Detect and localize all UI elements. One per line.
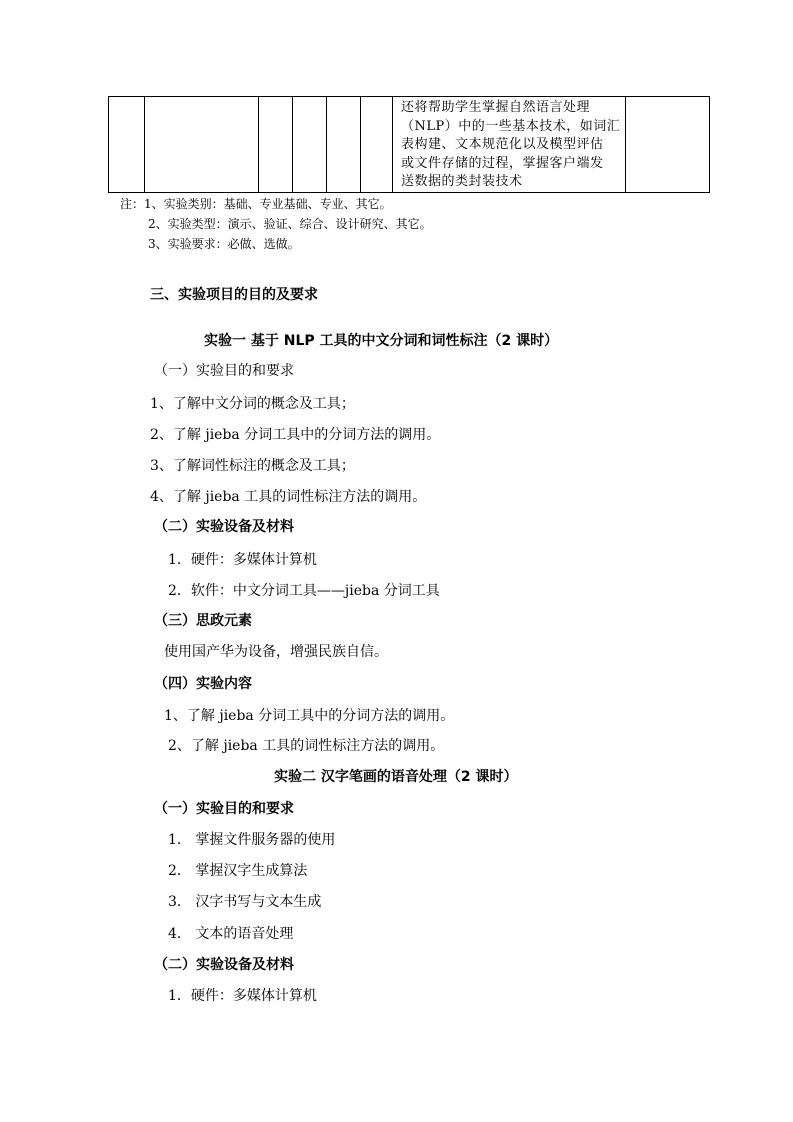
content-line: 表构建、文本规范化以及模型评估	[401, 137, 604, 152]
table-cell-content	[393, 97, 626, 193]
list-item: 1． 掌握文件服务器的使用	[168, 832, 336, 848]
exp1-equipment-heading: （二）实验设备及材料	[154, 519, 294, 535]
list-item: 1、了解中文分词的概念及工具；	[150, 396, 355, 412]
list-item: 2．软件：中文分词工具——jieba 分词工具	[168, 583, 440, 599]
table-cell	[327, 97, 361, 193]
section-heading: 三、实验项目的目的及要求	[150, 287, 318, 303]
table-cell	[109, 97, 145, 193]
list-item: 4． 文本的语音处理	[168, 926, 294, 942]
list-item: 4、了解 jieba 工具的词性标注方法的调用。	[150, 489, 427, 505]
exp1-content-heading: （四）实验内容	[154, 676, 252, 692]
note-line: 3、实验要求：必做、选做。	[148, 237, 300, 251]
table-row	[109, 97, 710, 193]
list-item: 1、了解 jieba 分词工具中的分词方法的调用。	[164, 708, 455, 724]
content-line: （NLP）中的一些基本技术，如词汇	[401, 118, 621, 134]
ideology-text: 使用国产华为设备，增强民族自信。	[164, 644, 388, 660]
content-line: 还将帮助学生掌握自然语言处理	[401, 100, 591, 115]
list-item: 2、了解 jieba 工具的词性标注方法的调用。	[168, 738, 445, 754]
content-line: 送数据的类封装技术	[401, 174, 523, 189]
table-cell	[145, 97, 259, 193]
exp1-objectives-heading: （一）实验目的和要求	[154, 363, 294, 379]
experiment-1-title: 实验一 基于 NLP 工具的中文分词和词性标注（2 课时）	[204, 333, 559, 349]
experiment-2-title: 实验二 汉字笔画的语音处理（2 课时）	[274, 769, 518, 785]
note-line: 注：1、实验类别：基础、专业基础、专业、其它。	[120, 197, 392, 211]
list-item: 3、了解词性标注的概念及工具；	[150, 458, 355, 474]
exp1-ideology-heading: （三）思政元素	[154, 613, 252, 629]
table-cell	[361, 97, 393, 193]
exp2-equipment-heading: （二）实验设备及材料	[154, 957, 294, 973]
list-item: 2． 掌握汉字生成算法	[168, 863, 308, 879]
list-item: 1．硬件：多媒体计算机	[168, 552, 317, 568]
table-cell	[626, 97, 710, 193]
experiment-table-fragment	[108, 96, 710, 193]
table-cell	[259, 97, 293, 193]
table-cell	[293, 97, 327, 193]
list-item: 1．硬件：多媒体计算机	[168, 988, 317, 1004]
content-line: 或文件存储的过程，掌握客户端发	[401, 155, 604, 171]
list-item: 3． 汉字书写与文本生成	[168, 894, 322, 910]
list-item: 2、了解 jieba 分词工具中的分词方法的调用。	[150, 427, 441, 443]
exp2-objectives-heading: （一）实验目的和要求	[154, 801, 294, 817]
note-line: 2、实验类型：演示、验证、综合、设计研究、其它。	[148, 217, 432, 231]
